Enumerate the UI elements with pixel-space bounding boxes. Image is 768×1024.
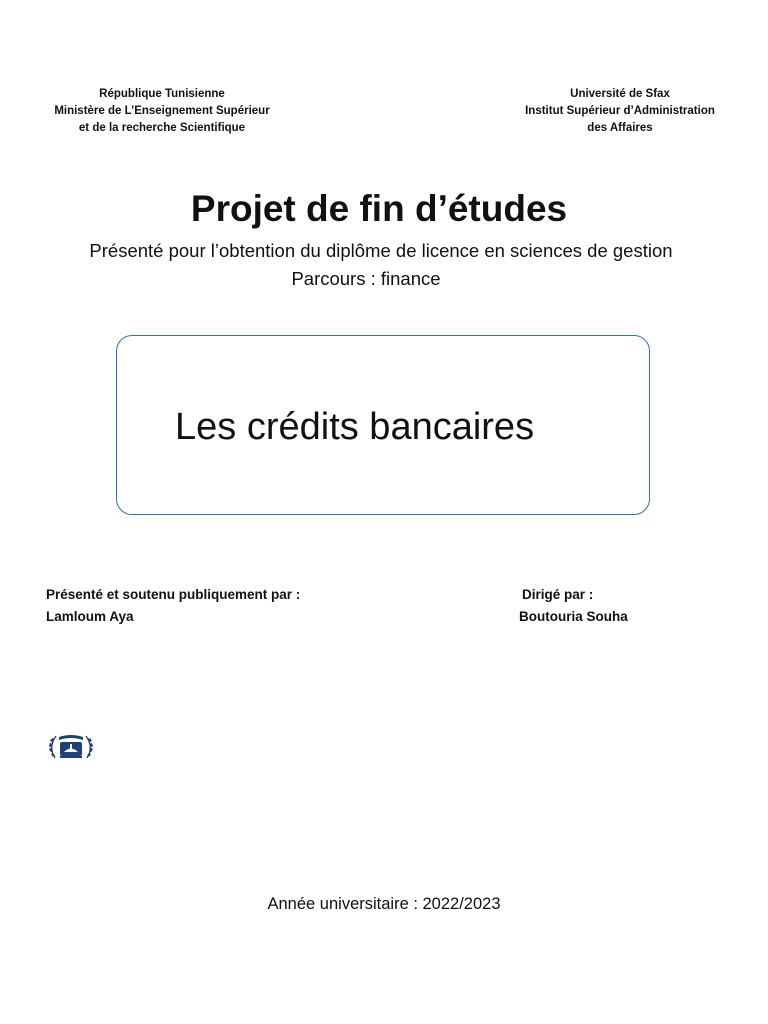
institute-emblem-icon [46, 732, 96, 762]
document-title: Projet de fin d’études [190, 188, 568, 229]
university-name: Université de Sfax [570, 88, 670, 100]
presented-by-label: Présenté et soutenu publiquement par : [46, 587, 301, 602]
topic-title: Les crédits bancaires [175, 406, 535, 448]
document-subtitle: Présenté pour l’obtention du diplôme de licence en sciences de gestion [89, 240, 673, 261]
academic-year: Année universitaire : 2022/2023 [267, 895, 501, 913]
header-left [42, 86, 282, 137]
topic-box [116, 335, 650, 515]
ministry-name: Ministère de L’Enseignement Supérieur [54, 105, 270, 117]
institute-name-continued: des Affaires [587, 122, 653, 134]
country-name: République Tunisienne [99, 88, 225, 100]
study-track: Parcours : finance [291, 268, 441, 289]
header-right [500, 86, 740, 137]
student-name: Lamloum Aya [46, 609, 134, 624]
supervisor-name: Boutouria Souha [519, 609, 628, 624]
ministry-name-continued: et de la recherche Scientifique [78, 122, 246, 134]
directed-by-label: Dirigé par : [522, 587, 594, 602]
institute-name: Institut Supérieur d’Administration [525, 105, 715, 117]
